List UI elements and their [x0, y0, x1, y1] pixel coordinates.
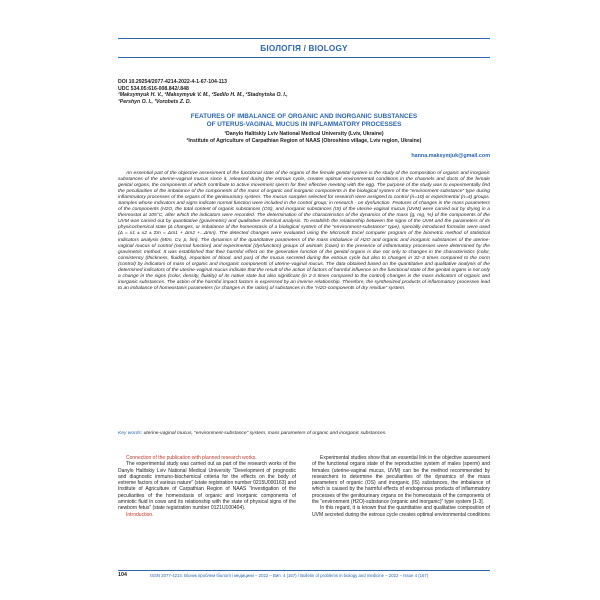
author-email[interactable]: hanna.maksymjuk@gmail.com	[411, 153, 490, 159]
header-rule-bottom	[118, 57, 490, 58]
section-title: БІОЛОГІЯ / BIOLOGY	[260, 44, 348, 53]
header-rule-top	[118, 38, 490, 39]
authors-line-2: ¹Pershyn O. I., ¹Vorobets Z. D.	[118, 98, 192, 105]
title-line-2: OF UTERUS-VAGINAL MUCUS IN INFLAMMATORY PROCESSES	[206, 121, 402, 128]
connection-heading: Connection of the publication with planned research works.	[126, 455, 257, 461]
right-paragraph-1: Experimental studies show that an essential link in the objective assessment of the functional organs state of the reproductive system of males (sperm) and females (uterine-vaginal mucus, UVM) can be the method recommended by researchers to determine the peculiarities of the dynamics of the mass parameters of organic (OS) and inorganic (IS) substances, the imbalance of which is caused by the harmful effects of endogenous products of inflammatory processes of the genitourinary organs on the homeostasis of the components of the “environment (H2O)-substance (organic and inorganic)” type system [1-3].	[312, 455, 490, 506]
footer-journal: ISSN 2077-4214. Вісник проблем біології і медицини – 2022 – Вип. 4 (167) / Bulletin of problems in biology and medicine – 2022 – Issue 4 (167)	[150, 573, 429, 578]
abstract: An essential part of the objective assessment of the functional state of the organs of the female genital system is the study of the composition of organic and inorganic substances of the uterine-vaginal mucus since it, released during the estrous cycle, creates optimal environmental conditions in the channels and ducts of the female genital organs, the components of which contribute to active movement sperm for their effective meeting with the egg. The purpose of the study was to experimentally find the peculiarities of the imbalance of the components of the mass of organic and inorganic components in the biological system of the “environment-substance” type during inflammatory processes of the organs of the genitourinary system. The mucus samples selected for research were assigned to control (n=10) or experimental (n=4) groups. Samples whose indicators and signs indicate normal function were included in the control group; in research - on dysfunction. Features of changes in the mass parameters of the components (H2O, the total content of organic substances (OS), and inorganic substances (IS) of the uterine-vaginal mucus (UVM) were carried out by drying in a thermostat at 105°C, after which the indicators were recorded. The determination of the characteristics of the dynamics of the mass (g, mg, %) of the components of the UVM was carried out by quantitative (gravimetric) and qualitative chemical analysis. To establish the relationship between the signs of the UVM and the parameters of its physicochemical state (Δ changes, or imbalance of the homeostasis of a biological system of the “environment-substance” type), specially introduced formulas were used (Δ = x1 ± x2 ± Σm = Δm1 + Δm2 +...Δmn). The detected changes were evaluated using the Microsoft Excel computer program of the biometric method of statistical indicators analysis (Mtm, Cv, p, lim). The dynamics of the quantitative parameters of the mass imbalance of H2O and organic and inorganic substances of the uterine-vaginal mucus of control (normal function) and experimental (dysfunction) groups of animals (cows) in the presence of inflammatory processes were determined by the gravimetric method. It was established that their harmful effect on the generative function of the genital organs is due not only to changes in the characteristics (color, consistency (thickness, fluidity), impurities of blood, and pus) of the mucus secreted during the estrous cycle but also to changes in 32–3 times compared to the norm (control) by indicators of mass of organic and inorganic components of uterine-vaginal mucus. The data obtained based on the quantitative and qualitative analysis of the determined indicators of the uterine-vaginal mucus indicate that the result of the action of factors of harmful influence on the functional state of the genital organs is not only a change in the signs (color, density, fluidity) of its native state but also significant (in 2-3 times compared to the control) changes in the mass indicators of organic and inorganic substances. The action of the harmful impact factors is expressed by an inverse relationship. Therefore, the synthesized products of inflammatory processes lead to an imbalance of homeostasis parameters (or changes in the ratios) of substances in the “H2O-components of dry residue” system.	[118, 171, 490, 291]
authors-line-1: ¹Maksymyuk H. V., ²Maksymyuk V. M., ²Sedilo H. M., ²Stadnytska O. I.,	[118, 92, 288, 99]
left-column	[118, 455, 296, 518]
right-paragraph-2: In this regard, it is known that the quantitative and qualitative composition of UVM secreted during the estrous cycle creates optimal environmental conditions	[312, 505, 490, 518]
introduction-heading: Introduction.	[126, 511, 154, 518]
keywords-label: Key words:	[118, 431, 143, 436]
article-title	[118, 113, 490, 129]
udc: UDC 534.05:616-008.842/.848	[118, 85, 189, 92]
doi: DOI 10.29254/2077-4214-2022-4-1-67-104-113	[118, 79, 228, 85]
keywords	[118, 431, 490, 437]
affiliations	[118, 131, 490, 144]
footer-rule	[118, 570, 490, 571]
title-line-1: FEATURES OF IMBALANCE OF ORGANIC AND INORGANIC SUBSTANCES	[190, 113, 418, 120]
affiliation-2: ²Institute of Agriculture of Carpathian Region of NAAS (Obroshino village, Lviv region, Ukraine)	[186, 137, 422, 144]
page-number: 104	[118, 572, 127, 578]
right-column	[312, 455, 490, 518]
keywords-text: uterine-vaginal mucus, “environment-substance” system, mass parameters of organic and inorganic substances.	[143, 431, 387, 436]
connection-body: The experimental study was carried out as part of the research works of the Danylo Halitskiy Lviv National Medical University “Development of prognostic and diagnostic immuno-biochemical criteria for the effects on the body of extreme factors of various nature” (state registration number 0215U000163) and Institute of Agriculture of Carpathian Region of NAAS “Investigation of the peculiarities of the homeostasis of organic and inorganic components of amniotic fluid in cows and its relationship with the state of physical signs of the newborn fetus” (state registration number 0121U100404).	[118, 461, 296, 512]
affiliation-1: ¹Danylo Halitskiy Lviv National Medical University (Lviv, Ukraine)	[224, 131, 384, 137]
article-meta	[118, 79, 490, 105]
